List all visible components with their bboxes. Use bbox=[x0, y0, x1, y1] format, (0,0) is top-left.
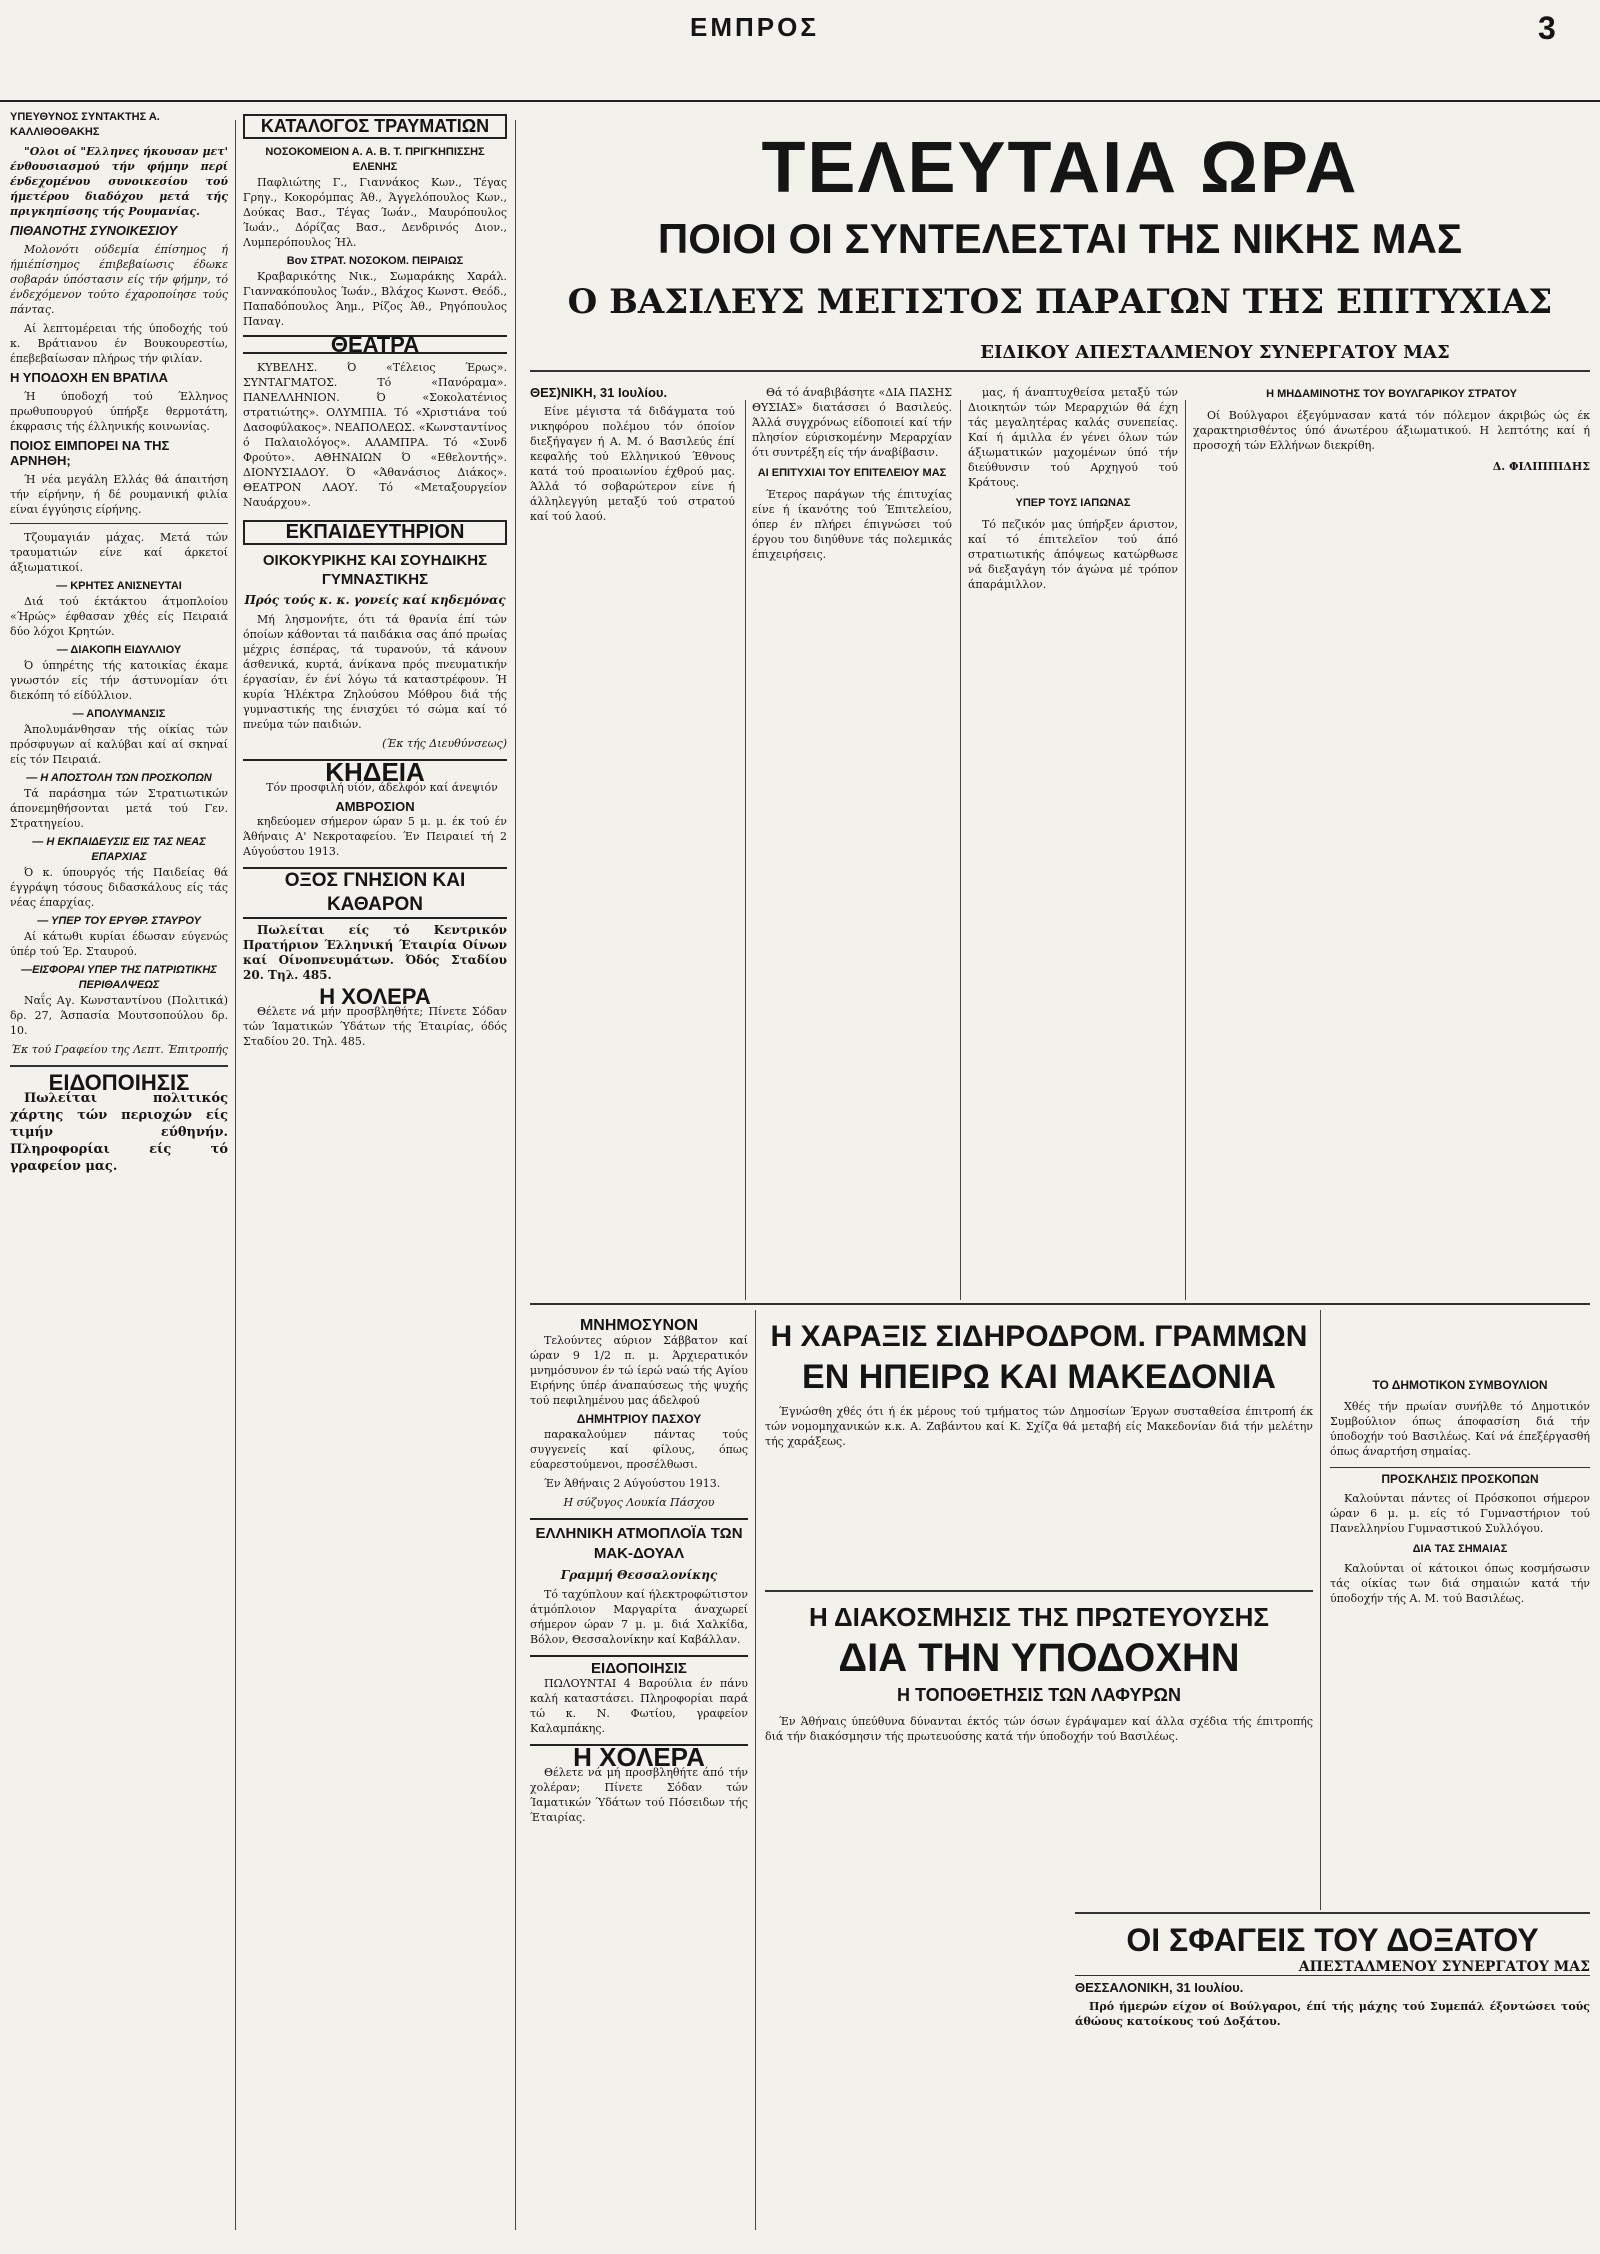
notice-text: ΠΩΛΟΥΝΤΑΙ 4 Βαρούλια έν πάνυ καλή καταστάσει. Πληροφορίαι παρά τώ κ. Ν. Φωτίου, γραφείον Καλαμπάκης. bbox=[530, 1677, 748, 1735]
railway-article bbox=[765, 1318, 1313, 1578]
section-label: ΠΙΘΑΝΟΤΗΣ ΣΥΝΟΙΚΕΣΙΟΥ bbox=[10, 223, 178, 238]
notice-title: ΕΙΔΟΠΟΙΗΣΙΣ bbox=[530, 1655, 748, 1676]
casualty-list-title: ΚΑΤΑΛΟΓΟΣ ΤΡΑΥΜΑΤΙΩΝ bbox=[243, 114, 507, 139]
doxato-title: ΟΙ ΣΦΑΓΕΙΣ ΤΟΥ ΔΟΞΑΤΟΥ bbox=[1126, 1922, 1539, 1958]
page-number: 3 bbox=[1538, 10, 1556, 46]
shipping-ad-text: Τό ταχύπλουν καί ήλεκτροφώτιστον άτμόπλοιον Μαργαρίτα άναχωρεί σήμερον ώραν 7 μ. μ. διά Χαλκίδα, Βόλον, Θεσσαλονίκην καί Καβάλλαν. bbox=[530, 1588, 748, 1646]
section-heading: ΤΟ ΔΗΜΟΤΙΚΟΝ ΣΥΜΒΟΥΛΙΟΝ bbox=[1372, 1378, 1548, 1392]
parade-subtitle: ΔΙΑ ΤΗΝ ΥΠΟΔΟΧΗΝ bbox=[838, 1636, 1240, 1680]
memorial-signature: Η σύζυγος Λουκία Πάσχου bbox=[563, 1496, 715, 1509]
article-text: Τζουμαγιάν μάχας. Μετά τών τραυματιών είνε καί άρκετοί άξιωματικοί. bbox=[10, 531, 228, 574]
section-heading: Η ΜΗΔΑΜΙΝΟΤΗΣ ΤΟΥ ΒΟΥΛΓΑΡΙΚΟΥ ΣΤΡΑΤΟΥ bbox=[1266, 388, 1517, 400]
memorial-text: παρακαλούμεν πάντας τούς συγγενείς καί φίλους, όπως εύαρεστούμενοι, προσέλθωσι. bbox=[530, 1428, 748, 1471]
newspaper-name: ΕΜΠΡΟΣ bbox=[690, 12, 819, 42]
notice-text: Πωλείται πολιτικός χάρτης τών περιοχών είς τιμήν εύθηνήν. Πληροφορίαι είς τό γραφείον μας. bbox=[10, 1091, 228, 1174]
section-heading: — Η ΕΚΠΑΙΔΕΥΣΙΣ ΕΙΣ ΤΑΣ ΝΕΑΣ ΕΠΑΡΧΙΑΣ bbox=[32, 836, 206, 863]
cholera-ad-text: Θέλετε νά μήν προσβληθήτε; Πίνετε Σόδαν τών Ίαματικών Ύδάτων τής Έταιρίας, όδός Σταδίου 20. Τηλ. 485. bbox=[243, 1005, 507, 1048]
dateline: ΘΕΣΣΑΛΟΝΙΚΗ, 31 Ιουλίου. bbox=[1075, 1980, 1244, 1995]
article-text: Αί κάτωθι κυρίαι έδωσαν εύγενώς ύπέρ τού Έρ. Σταυρού. bbox=[10, 930, 228, 958]
cholera-ad-title: Η ΧΟΛΕΡΑ bbox=[319, 984, 431, 1009]
main-headline: ΠΟΙΟΙ ΟΙ ΣΥΝΤΕΛΕΣΤΑΙ ΤΗΣ ΝΙΚΗΣ ΜΑΣ bbox=[657, 215, 1463, 262]
doxato-article bbox=[1075, 1920, 1590, 2230]
section-heading: — Η ΑΠΟΣΤΟΛΗ ΤΩΝ ΠΡΟΣΚΟΠΩΝ bbox=[26, 772, 212, 784]
funeral-text: κηδεύομεν σήμερον ώραν 5 μ. μ. έκ τού έν Άθήναις Α' Νεκροταφείου. Έν Πειραιεί τή 2 Αύγούστου 1913. bbox=[243, 815, 507, 858]
parade-article bbox=[765, 1600, 1313, 1900]
article-text: Ό ύπηρέτης τής κατοικίας έκαμε γνωστόν είς τήν άστυνομίαν ότι διεκόπη τό είδύλλιον. bbox=[10, 659, 228, 702]
section-heading: — ΔΙΑΚΟΠΗ ΕΙΔΥΛΛΙΟΥ bbox=[56, 644, 182, 656]
article-text: Ή ύποδοχή τού Έλληνος πρωθυπουργού ύπήρξε θερμοτάτη, έκφρασις τής έλληνικής κοινωνίας. bbox=[10, 390, 228, 433]
article-text: μας, ή άναπτυχθείσα μεταξύ τών Διοικητών τών Μεραρχιών θά έχη τάς μεγαλητέρας καλάς συνεπείας. Καί ή άμιλλα έν γένει όλων τών άξιωματικών μαχομένων ύπό τήν διεύθυνσιν τού Αρχηγού τού Κράτους. bbox=[968, 386, 1178, 489]
theatres-title: ΘΕΑΤΡΑ bbox=[243, 335, 507, 354]
vinegar-ad-title: ΟΞΟΣ ΓΝΗΣΙΟΝ ΚΑΙ ΚΑΘΑΡΟΝ bbox=[243, 867, 507, 919]
railway-title: Η ΧΑΡΑΞΙΣ ΣΙΔΗΡΟΔΡΟΜ. ΓΡΑΜΜΩΝ bbox=[770, 1320, 1308, 1353]
memorial-title: ΜΝΗΜΟΣΥΝΟΝ bbox=[579, 1318, 699, 1334]
article-text: Πρό ήμερών είχον οί Βούλγαροι, έπί τής μάχης τού Συμεπάλ έξοντώσει τούς άθώους κατοίκους τού Δοξάτου. bbox=[1075, 2000, 1590, 2028]
cholera-ad-title: Η ΧΟΛΕΡΑ bbox=[530, 1744, 748, 1765]
theatres-listing: ΚΥΒΕΛΗΣ. Ό «Τέλειος Έρως». ΣΥΝΤΑΓΜΑΤΟΣ. Τό «Πανόραμα». ΠΑΝΕΛΛΗΝΙΟΝ. Ό «Σοκολατένιος στρατιώτης». ΟΛΥΜΠΙΑ. Τό «Χριστιάνα τού Δασοφύλακος». ΝΕΑΠΟΛΕΩΣ. «Κωνσταντίνος ό Παλαιολόγος». ΑΛΑΜΠΡΑ. Τό «Συνδ Φρούτο». ΑΘΗΝΑΙΩΝ Ό «Εθελοντής». ΔΙΟΝΥΣΙΑΔΟΥ. Ό «Άθανάσιος Διάκος». ΘΕΑΤΡΟΝ ΛΑΟΥ. Τό «Μεταξουργείον Ναυάρχου». bbox=[243, 361, 507, 509]
funeral-title: ΚΗΔΕΙΑ bbox=[243, 759, 507, 780]
vinegar-ad-text: Πωλείται είς τό Κεντρικόν Πρατήριον Έλληνική Έταιρία Οίνων καί Οίνοπνευμάτων. Όδός Σταδίου 20. Τηλ. 485. bbox=[243, 923, 507, 982]
main-column-1 bbox=[530, 385, 735, 1295]
main-column-4 bbox=[1193, 385, 1590, 1295]
funeral-name: ΑΜΒΡΟΣΙΟΝ bbox=[335, 799, 415, 814]
section-heading: ΥΠΕΡ ΤΟΥΣ ΙΑΠΩΝΑΣ bbox=[1015, 497, 1131, 509]
parade-subtitle-2: Η ΤΟΠΟΘΕΤΗΣΙΣ ΤΩΝ ΛΑΦΥΡΩΝ bbox=[897, 1685, 1181, 1705]
article-text: "Ολοι οί "Ελληνες ήκουσαν μετ' ένθουσιασμού τήν φήμην περί ένδεχομένου συνοικεσίου τού ήμετέρου διαδόχου μετά τής πριγκηπίσσης τής Ρουμανίας. bbox=[10, 145, 228, 218]
school-subtitle: ΟΙΚΟΚΥΡΙΚΗΣ ΚΑΙ ΣΟΥΗΔΙΚΗΣ ΓΥΜΝΑΣΤΙΚΗΣ bbox=[262, 552, 488, 588]
section-heading: ΠΡΟΣΚΛΗΣΙΣ ΠΡΟΣΚΟΠΩΝ bbox=[1330, 1467, 1590, 1487]
bottom-column-ads bbox=[530, 1318, 748, 2228]
article-text: Χθές τήν πρωίαν συνήλθε τό Δημοτικόν Συμβούλιον όπως άποφασίση διά τήν ύποδοχήν τού Βασιλέως. Καί νά έπεξέργασθή όπως άναρτήση σημαίας. bbox=[1330, 1400, 1590, 1458]
article-text: Διά τού έκτάκτου άτμοπλοίου «Ήρώς» έφθασαν χθές είς Πειραιά δύο λόχοι Κρητών. bbox=[10, 595, 228, 638]
funeral-text: Τόν προσφιλή υίόν, άδελφόν καί άνεψιόν bbox=[266, 781, 498, 794]
column-1 bbox=[10, 110, 228, 2240]
school-title: ΕΚΠΑΙΔΕΥΤΗΡΙΟΝ bbox=[243, 520, 507, 545]
column-2 bbox=[243, 110, 507, 2240]
article-text: Έτερος παράγων τής έπιτυχίας είνε ή ίκανότης τού Έπιτελείου, όπερ έν πλήρει έπιγνώσει τού έργου του διηύθυνε τάς πολεμικάς έπιχειρήσεις. bbox=[752, 488, 952, 561]
masthead bbox=[0, 0, 1600, 102]
school-signature: (Έκ τής Διευθύνσεως) bbox=[382, 737, 507, 750]
byline: ΥΠΕΥΘΥΝΟΣ ΣΥΝΤΑΚΤΗΣ Α. ΚΑΛΛΙΘΟΘΑΚΗΣ bbox=[10, 111, 160, 138]
article-text: Έγνώσθη χθές ότι ή έκ μέρους τού τμήματος τών Δημοσίων Έργων συσταθείσα έπιτροπή έκ τών νομομηχανικών κ.κ. Α. Ζαβάντου καί Κ. Σχίζα θά μεταβή είς Μακεδονίαν διά τήν μελέτην τής χαράξεως. bbox=[765, 1405, 1313, 1448]
parade-title: Η ΔΙΑΚΟΣΜΗΣΙΣ ΤΗΣ ΠΡΩΤΕΥΟΥΣΗΣ bbox=[808, 1602, 1270, 1632]
main-column-3 bbox=[968, 385, 1178, 1295]
article-text: Καλούνται οί κάτοικοι όπως κοσμήσωσιν τάς οίκίας των διά σημαιών κατά τήν ύποδοχήν τής Α. Μ. τού Βασιλέως. bbox=[1330, 1562, 1590, 1605]
article-text: Αί λεπτομέρειαι τής ύποδοχής τού κ. Βράτιανου έν Βουκουρεστίω, έπεβεβαίωσαν πλήρως τήν φιλίαν. bbox=[10, 322, 228, 365]
article-text: Θά τό άναβιβάσητε «ΔΙΑ ΠΑΣΗΣ ΘΥΣΙΑΣ» διατάσσει ό Βασιλεύς. Άλλά συγχρόνως είδοποιεί καί τήν πλησίον εύρισκομένην Μεραρχίαν ότι συντρέξη είς τήν άναβίβασιν. bbox=[752, 386, 952, 459]
article-text: Καλούνται πάντες οί Πρόσκοποι σήμερον ώραν 6 μ. μ. είς τό Γυμναστήριον τού Πανελληνίου Γυμναστικού Συλλόγου. bbox=[1330, 1492, 1590, 1535]
section-heading: ΠΟΙΟΣ ΕΙΜΠΟΡΕΙ ΝΑ ΤΗΣ ΑΡΝΗΘΗ; bbox=[10, 438, 170, 468]
doxato-correspondent: ΑΠΕΣΤΑΛΜΕΝΟΥ ΣΥΝΕΡΓΑΤΟΥ ΜΑΣ bbox=[1075, 1960, 1590, 1976]
article-text: Τό πεζικόν μας ύπήρξεν άριστον, καί τό έπιτελεϊον τού άπό στρατιωτικής άπόψεως κατώρθωσε νά διεξαγάγη τόν άγώνα μέ τρόπον άπαράμιλλον. bbox=[968, 518, 1178, 591]
shipping-ad-title: ΕΛΛΗΝΙΚΗ ΑΤΜΟΠΛΟΪΑ ΤΩΝ ΜΑΚ-ΔΟΥΑΛ bbox=[530, 1518, 748, 1564]
article-text: Ή νέα μεγάλη Ελλάς θά άπαιτήση τήν είρήνην, ή δέ ρουμανική φιλία είναι έγγύησις είρήνης. bbox=[10, 473, 228, 516]
section-heading: — ΥΠΕΡ ΤΟΥ ΕΡΥΘΡ. ΣΤΑΥΡΟΥ bbox=[37, 915, 201, 927]
article-text: Ό κ. ύπουργός τής Παιδείας θά έγγράψη τόσους διδασκάλους είς τάς νέας έπαρχίας. bbox=[10, 866, 228, 909]
school-greeting: Πρός τούς κ. κ. γονείς καί κηδεμόνας bbox=[244, 593, 506, 607]
dateline: ΘΕΣ)ΝΙΚΗ, 31 Ιουλίου. bbox=[530, 385, 668, 400]
memorial-date: Έν Άθήναις 2 Αύγούστου 1913. bbox=[544, 1477, 721, 1490]
article-text: Άπολυμάνθησαν τής οίκίας τών πρόσφυγων αί καλύβαι καί αί σκηναί είς τόν Πειραιά. bbox=[10, 723, 228, 766]
casualty-names: Κραβαρικότης Νικ., Σωμαράκης Χαράλ. Γιαννακόπουλος Ίωάν., Βλάχος Κωνστ. Θεόδ., Παπαδόπουλος Άημ., Ρίζος Άθ., Ρηγόπουλος Παναγ. bbox=[243, 270, 507, 328]
banner-headline: ΤΕΛΕΥΤΑΙΑ ΩΡΑ bbox=[761, 128, 1359, 208]
office-credit: Έκ τού Γραφείου της Λεπτ. Έπιτροπής bbox=[11, 1043, 228, 1056]
article-text: Ναΐς Αγ. Κωνσταντίνου (Πολιτικά) δρ. 27, Άσπασία Μουτσοπούλου δρ. 10. bbox=[10, 994, 228, 1037]
article-text: Έν Άθήναις ύπεύθυνα δύνανται έκτός τών όσων έγράψαμεν καί άλλα σχέδια τής έπιτροπής διά τήν διακόσμησιν τής πρωτευούσης κατά τήν ύποδοχήν τού Βασιλέως. bbox=[765, 1715, 1313, 1743]
hospital-name: Βον ΣΤΡΑΤ. ΝΟΣΟΚΟΜ. ΠΕΙΡΑΙΩΣ bbox=[286, 255, 464, 267]
section-heading: ΔΙΑ ΤΑΣ ΣΗΜΑΙΑΣ bbox=[1412, 1543, 1508, 1555]
railway-subtitle: ΕΝ ΗΠΕΙΡΩ ΚΑΙ ΜΑΚΕΔΟΝΙΑ bbox=[802, 1358, 1276, 1396]
school-text: Μή λησμονήτε, ότι τά θρανία έπί τών όποίων κάθονται τά παιδάκια σας άπό πρωίας μέχρις έσπέρας, τά τυρανούν, τά κάνουν άσθενικά, κυρτά, άνίκανα πρός πνευματικήν έργασίαν, έν ένί λόγω τά καταστρέφουν. Ή κυρία Ήλέκτρα Ζηλούσου Μόθρου διά τής γυμναστικής της ένισχύει τό σώμα καί τό πνεύμα τών παιδιών. bbox=[243, 613, 507, 731]
shipping-ad-subtitle: Γραμμή Θεσσαλονίκης bbox=[560, 1568, 718, 1582]
casualty-names: Παφλιώτης Γ., Γιαννάκος Κων., Τέγας Γρηγ., Κοκορόμπας Άθ., Άγγελόπουλος Κων., Δούκας Βασ., Τέγας Ίωάν., Μαυρόπουλος Ίωάν., Δόρίζας Βασ., Δενδρινός Διον., Λυμπερόπουλος Ήλ. bbox=[243, 176, 507, 249]
notice-title: ΕΙΔΟΠΟΙΗΣΙΣ bbox=[48, 1070, 190, 1095]
article-text: Οί Βούλγαροι έξεγύμνασαν κατά τόν πόλεμον άκριβώς ώς έκ χαρακτηρισθέντος ύπό άνωτέρου άξιωματικού. Η λεπτότης καί ή προσοχή τών Ελλήνων διεκρίθη. bbox=[1193, 409, 1590, 452]
memorial-name: ΔΗΜΗΤΡΙΟΥ ΠΑΣΧΟΥ bbox=[576, 1412, 702, 1426]
correspondent-line: ΕΙΔΙΚΟΥ ΑΠΕΣΤΑΛΜΕΝΟΥ ΣΥΝΕΡΓΑΤΟΥ ΜΑΣ bbox=[980, 342, 1450, 363]
section-heading: ΑΙ ΕΠΙΤΥΧΙΑΙ ΤΟΥ ΕΠΙΤΕΛΕΙΟΥ ΜΑΣ bbox=[757, 467, 947, 479]
section-heading: — ΑΠΟΛΥΜΑΝΣΙΣ bbox=[72, 708, 166, 720]
memorial-text: Τελούντες αύριον Σάββατον καί ώραν 9 1/2 π. μ. Άρχιερατικόν μνημόσυνον έν τώ ίερώ ναώ τής Αγίου Ειρήνης ύπέρ άναπαύσεως τής ψυχής τού πεφιλημένου μας άδελφού bbox=[530, 1334, 748, 1407]
section-heading: Η ΥΠΟΔΟΧΗ ΕΝ ΒΡΑΤΙΛΑ bbox=[10, 370, 169, 385]
article-text: Είνε μέγιστα τά διδάγματα τού νικηφόρου πολέμου τόν όποίον διεξήγαγεν ή Α. Μ. ό Βασιλεύς έπί κεφαλής τού Ελληνικού Έθνους κατά τού προαιωνίου έχθρού μας. Άλλά τό σοβαρώτερον είνε ή άλληλεγγύη μεταξύ τού στρατού καί τού λαού. bbox=[530, 405, 735, 523]
author-signature: Δ. ΦΙΛΙΠΠΙΔΗΣ bbox=[1492, 460, 1590, 473]
section-heading: —ΕΙΣΦΟΡΑΙ ΥΠΕΡ ΤΗΣ ΠΑΤΡΙΩΤΙΚΗΣ ΠΕΡΙΘΑΛΨΕΩΣ bbox=[21, 964, 217, 991]
bottom-right-column bbox=[1330, 1318, 1590, 1908]
cholera-ad-text: Θέλετε νά μή προσβληθήτε άπό τήν χολέραν; Πίνετε Σόδαν τών Ίαματικών Ύδάτων τού Πόσειδων τής Έταιρίας. bbox=[530, 1766, 748, 1824]
main-column-2 bbox=[752, 385, 952, 1295]
article-text: Τά παράσημα τών Στρατιωτικών άπονεμηθήσονται μετά τού Γεν. Στρατηγείου. bbox=[10, 787, 228, 830]
section-heading: — ΚΡΗΤΕΣ ΑΝΙΣΝΕΥΤΑΙ bbox=[56, 580, 182, 592]
article-text: Μολονότι ούδεμία έπίσημος ή ήμιέπίσημος έπιβεβαίωσις έδωκε σοβαράν ύπόστασιν είς τήν φήμην, τό ένδεχόμενον τούτο έχαροποίησε τούς πάντας. bbox=[10, 243, 228, 316]
main-subheadline: Ο ΒΑΣΙΛΕΥΣ ΜΕΓΙΣΤΟΣ ΠΑΡΑΓΩΝ ΤΗΣ ΕΠΙΤΥΧΙΑΣ bbox=[567, 282, 1553, 322]
hospital-name: ΝΟΣΟΚΟΜΕΙΟΝ Α. Α. Β. Τ. ΠΡΙΓΚΗΠΙΣΣΗΣ ΕΛΕΝΗΣ bbox=[265, 146, 485, 173]
